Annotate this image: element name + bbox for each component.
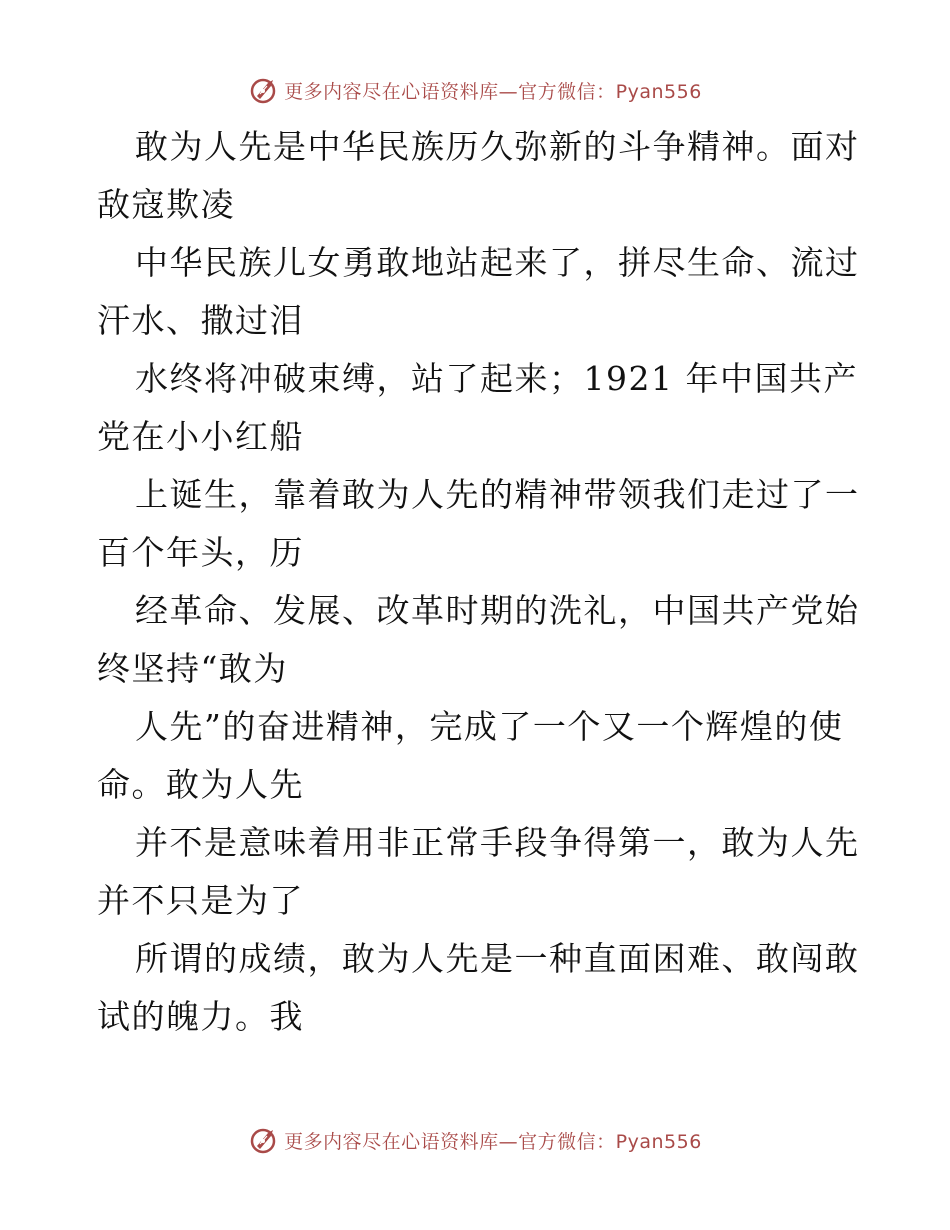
document-body: [97, 118, 860, 1046]
paragraph-8: [97, 930, 860, 1046]
paragraph-3: [97, 350, 857, 466]
line: 党在小小红船: [97, 417, 304, 456]
paragraph-5: [97, 582, 860, 698]
header-banner: [0, 70, 950, 110]
line: 水终将冲破束缚，站了起来；1921 年中国共产: [135, 359, 858, 398]
paragraph-7: [97, 814, 860, 930]
pen-nib-circle-icon: [248, 1124, 280, 1156]
paragraph-2: [97, 234, 860, 350]
line: 人先”的奋进精神，完成了一个又一个辉煌的使: [135, 707, 844, 746]
line: 并不只是为了: [97, 881, 304, 920]
line: 敢为人先是中华民族历久弥新的斗争精神。面对: [135, 127, 860, 166]
line: 敌寇欺凌: [97, 185, 235, 224]
line: 并不是意味着用非正常手段争得第一，敢为人先: [135, 823, 860, 862]
paragraph-6: [97, 698, 857, 814]
line: 试的魄力。我: [97, 997, 304, 1036]
line: 中华民族儿女勇敢地站起来了，拼尽生命、流过: [135, 243, 860, 282]
footer-banner: [0, 1120, 950, 1160]
line: 经革命、发展、改革时期的洗礼，中国共产党始: [135, 591, 860, 630]
line: 所谓的成绩，敢为人先是一种直面困难、敢闯敢: [135, 939, 860, 978]
line: 终坚持“敢为: [97, 649, 288, 688]
line: 百个年头，历: [97, 533, 304, 572]
banner-text: 更多内容尽在心语资料库—官方微信：Pyan556: [284, 1130, 702, 1153]
line: 命。敢为人先: [97, 765, 304, 804]
paragraph-1: [97, 118, 860, 234]
paragraph-4: [97, 466, 860, 582]
line: 汗水、撒过泪: [97, 301, 304, 340]
pen-nib-circle-icon: [248, 74, 280, 106]
banner-text: 更多内容尽在心语资料库—官方微信：Pyan556: [284, 80, 702, 103]
line: 上诞生，靠着敢为人先的精神带领我们走过了一: [135, 475, 860, 514]
